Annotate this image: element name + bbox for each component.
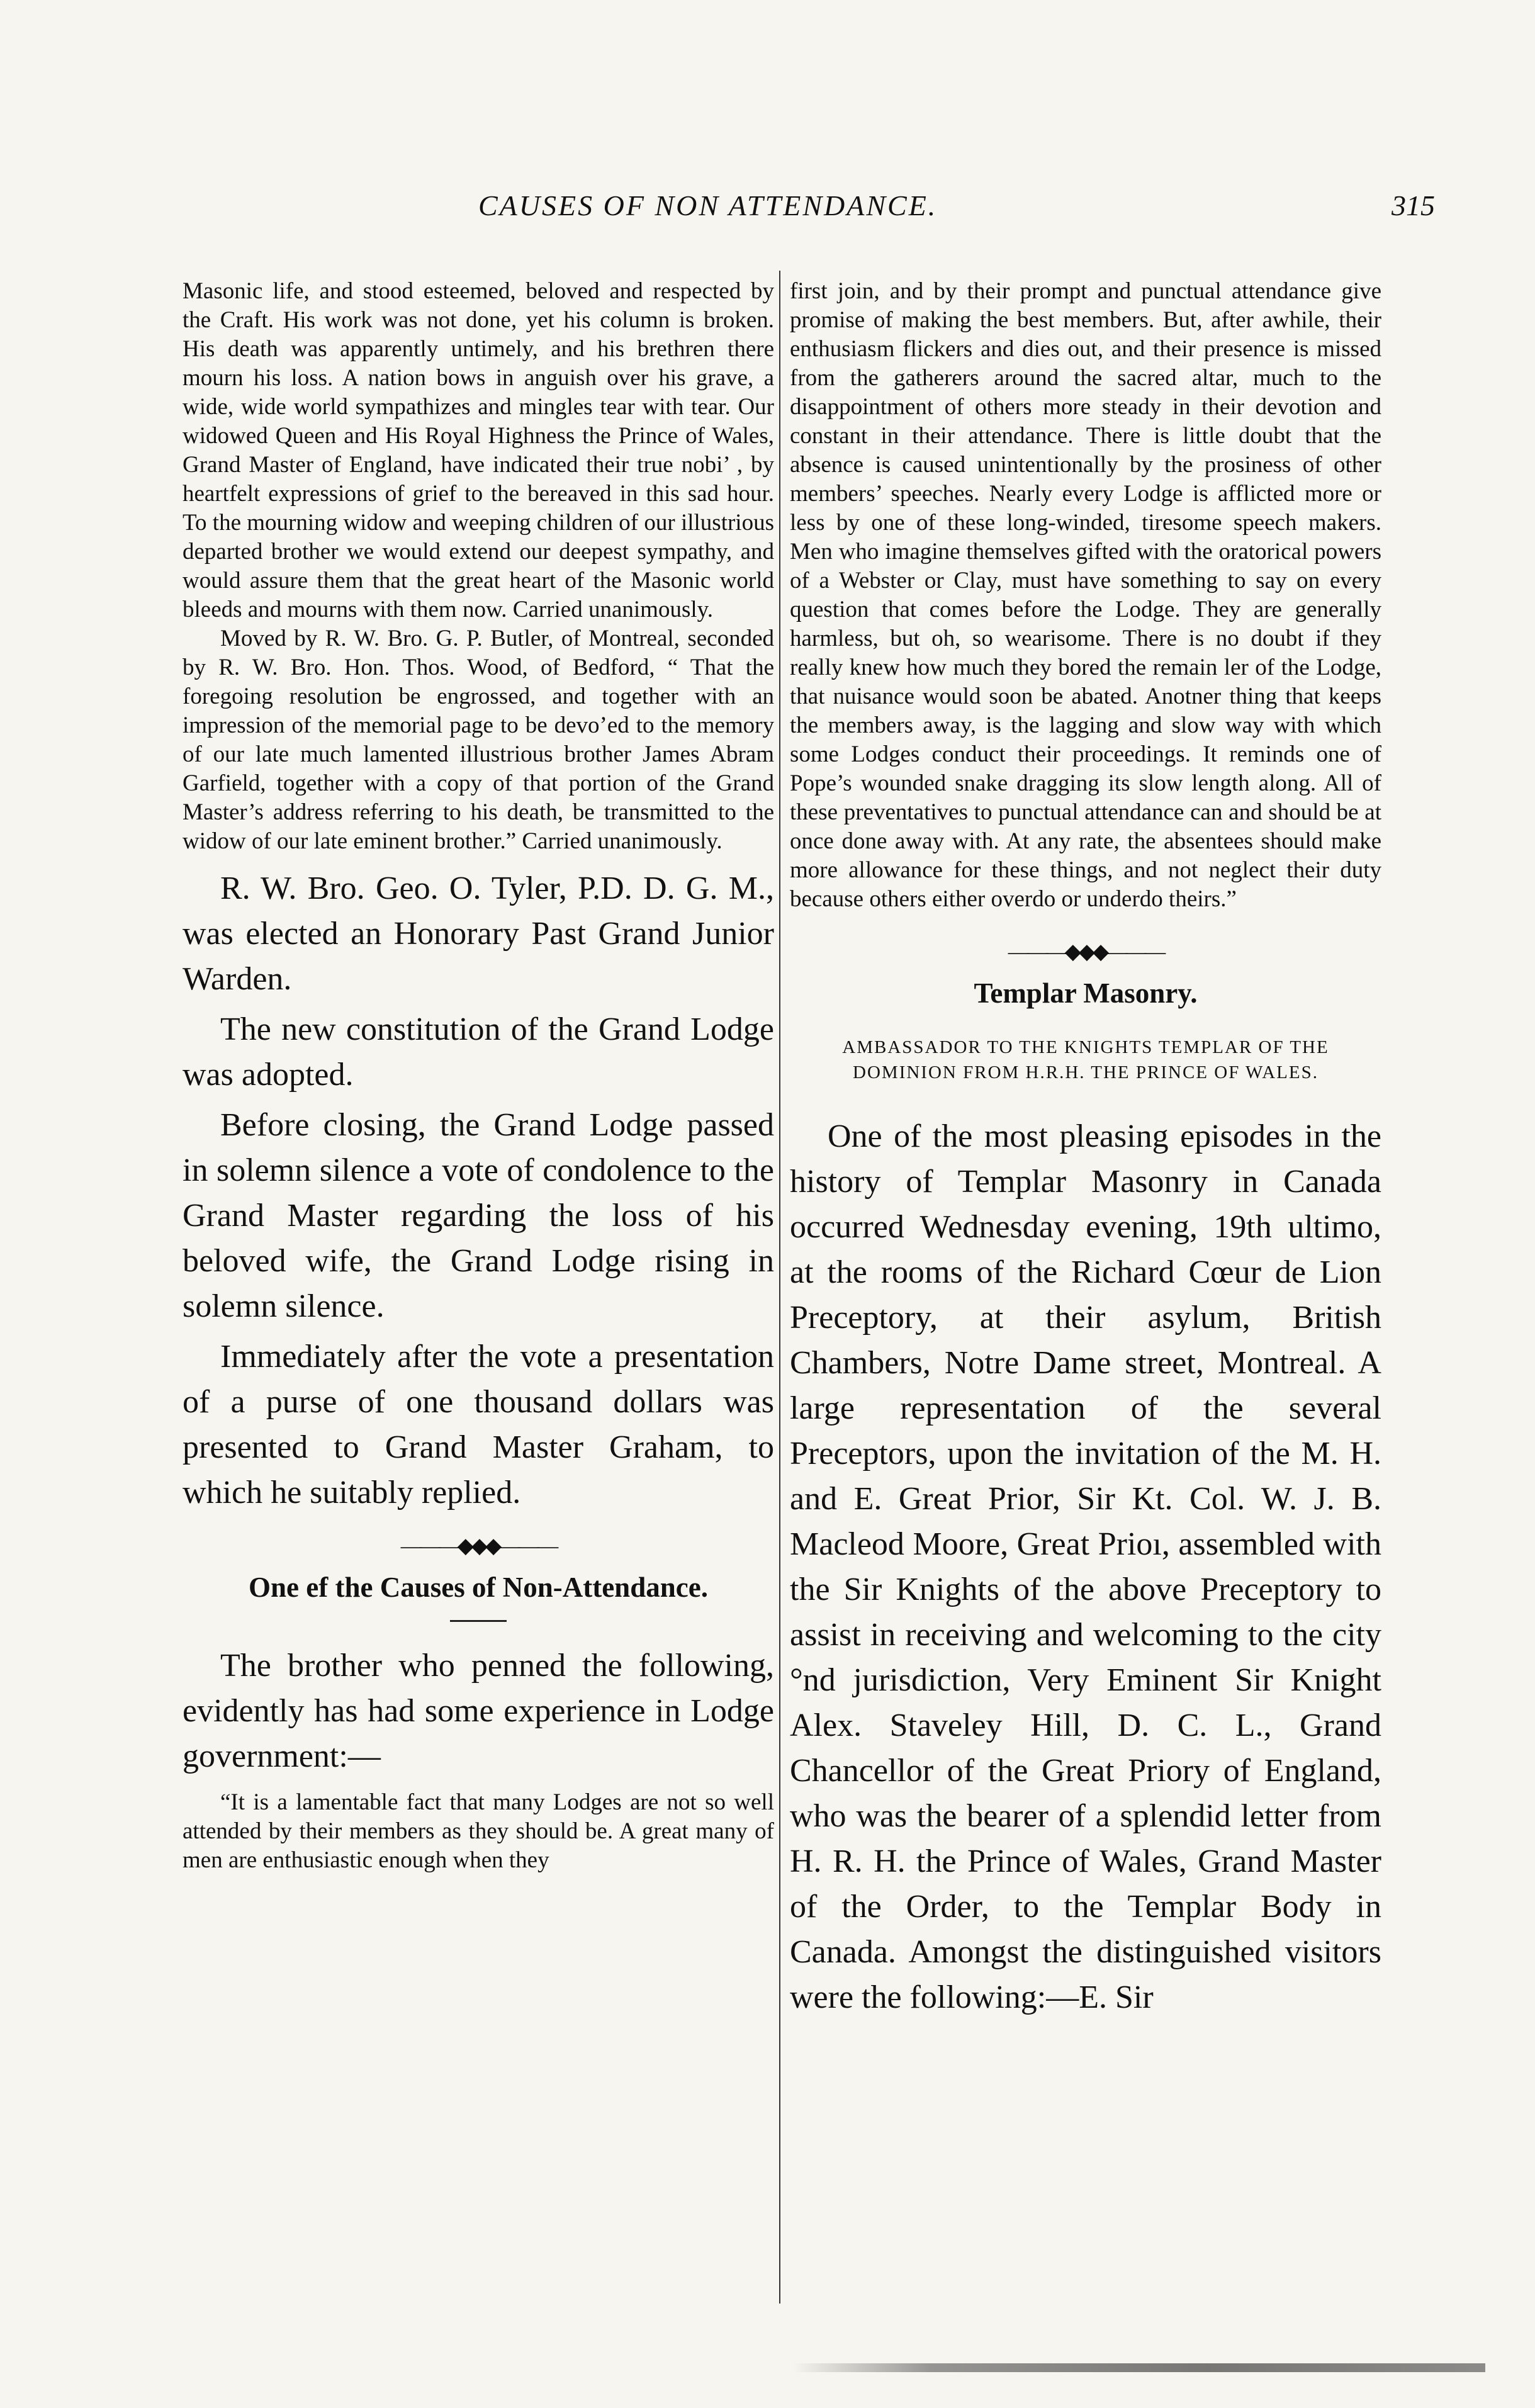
- paragraph-templar-episode: One of the most pleasing episodes in the history of Templar Masonry in Canada occurred Wednesday evening, 19th ultimo, at the rooms of the Richard Cœur de Lion Preceptory, at their asylum, British Chambers, Notre Dame street, Montreal. A large representation of the several Preceptors, upon the invitation of the M. H. and E. Great Prior, Sir Kt. Col. W. J. B. Macleod Moore, Great Prioı, assembled with the Sir Knights of the above Preceptory to assist in receiving and welcoming to the city °nd jurisdiction, Very Eminent Sir Knight Alex. Staveley Hill, D. C. L., Grand Chancellor of the Great Priory of England, who was the bearer of a splendid letter from H. R. H. the Prince of Wales, Grand Master of the Order, to the Templar Body in Canada. Amongst the distinguished visitors were the following:—E. Sir: [790, 1118, 1381, 2015]
- running-title: CAUSES OF NON ATTENDANCE.: [478, 189, 938, 222]
- section-ornament: ———◆◆◆———: [1008, 940, 1164, 964]
- paragraph-quote-start: “It is a lamentable fact that many Lodges are not so well attended by their members as they should be. A great many of men are enthusiastic enough when they: [183, 1789, 774, 1873]
- paragraph-tyler-election: R. W. Bro. Geo. O. Tyler, P.D. D. G. M., was elected an Honorary Past Grand Junior Warden.: [183, 870, 774, 997]
- paragraph-condolence: Before closing, the Grand Lodge passed in solemn silence a vote of condolence to the Grand Master regarding the loss of his beloved wife, the Grand Lodge rising in solemn silence.: [183, 1107, 774, 1324]
- paragraph-presentation: Immediately after the vote a presentation of a purse of one thousand dollars was presented to Grand Master Graham, to which he suitably replied.: [183, 1339, 774, 1511]
- running-header: [183, 189, 1435, 233]
- left-column: [183, 277, 774, 1875]
- right-column: [790, 277, 1381, 2020]
- section-heading-templar-masonry: Templar Masonry.: [974, 977, 1198, 1009]
- section-subheading: AMBASSADOR TO THE KNIGHTS TEMPLAR OF THE DOMINION FROM H.R.H. THE PRINCE OF WALES.: [842, 1037, 1329, 1083]
- heading-rule: [450, 1620, 507, 1622]
- page-number: 315: [1392, 189, 1435, 222]
- section-ornament: ———◆◆◆———: [400, 1534, 556, 1558]
- paragraph-constitution: The new constitution of the Grand Lodge was adopted.: [183, 1011, 774, 1093]
- print-smear: [793, 2363, 1485, 2372]
- paragraph-intro: The brother who penned the following, evidently has had some experience in Lodge government:—: [183, 1648, 774, 1774]
- paragraph-garfield-tribute: Masonic life, and stood esteemed, beloved and respected by the Craft. His work was not done, yet his column is broken. His death was apparently untimely, and his brethren there mourn his loss. A nation bows in anguish over his grave, a wide, wide world sympathizes and mingles tear with tear. Our widowed Queen and His Royal Highness the Prince of Wales, Grand Master of England, have indicated their true nobi’ , by heartfelt expressions of grief to the bereaved in this sad hour. To the mourning widow and weeping children of our illustrious departed brother we would extend our deepest sympathy, and would assure them that the great heart of the Masonic world bleeds and mourns with them now. Carried unanimously.: [183, 278, 774, 622]
- paragraph-quote-continued: first join, and by their prompt and punctual attendance give promise of making the best members. But, after awhile, their enthusiasm flickers and dies out, and their presence is missed from the gatherers around the sacred altar, much to the disappointment of others more steady in their devotion and constant in their attendance. There is little doubt that the absence is caused unintentionally by the prosiness of other members’ speeches. Nearly every Lodge is afflicted more or less by one of these long-winded, tiresome speech makers. Men who imagine themselves gifted with the oratorical powers of a Webster or Clay, must have something to say on every question that comes before the Lodge. They are generally harmless, but oh, so wearisome. There is no doubt if they really knew how much they bored the remain ler of the Lodge, that nuisance would soon be abated. Anotner thing that keeps the members away, is the lagging and slow way with which some Lodges conduct their proceedings. It reminds one of Pope’s wounded snake dragging its slow length along. All of these preventatives to punctual attendance can and should be at once done away with. At any rate, the absentees should make more allowance for these things, and not neglect their duty because others either overdo or underdo theirs.”: [790, 278, 1381, 912]
- paragraph-motion: Moved by R. W. Bro. G. P. Butler, of Montreal, seconded by R. W. Bro. Hon. Thos. Wood, of Bedford, “ That the foregoing resolution be engrossed, and together with an impression of the memorial page to be devo’ed to the memory of our late much lamented illustrious brother James Abram Garfield, together with a copy of that portion of the Grand Master’s address referring to his death, be transmitted to the widow of our late eminent brother.” Carried unanimously.: [183, 626, 774, 854]
- column-divider: [779, 271, 780, 2304]
- section-heading-non-attendance: One ef the Causes of Non-Attendance.: [249, 1572, 708, 1603]
